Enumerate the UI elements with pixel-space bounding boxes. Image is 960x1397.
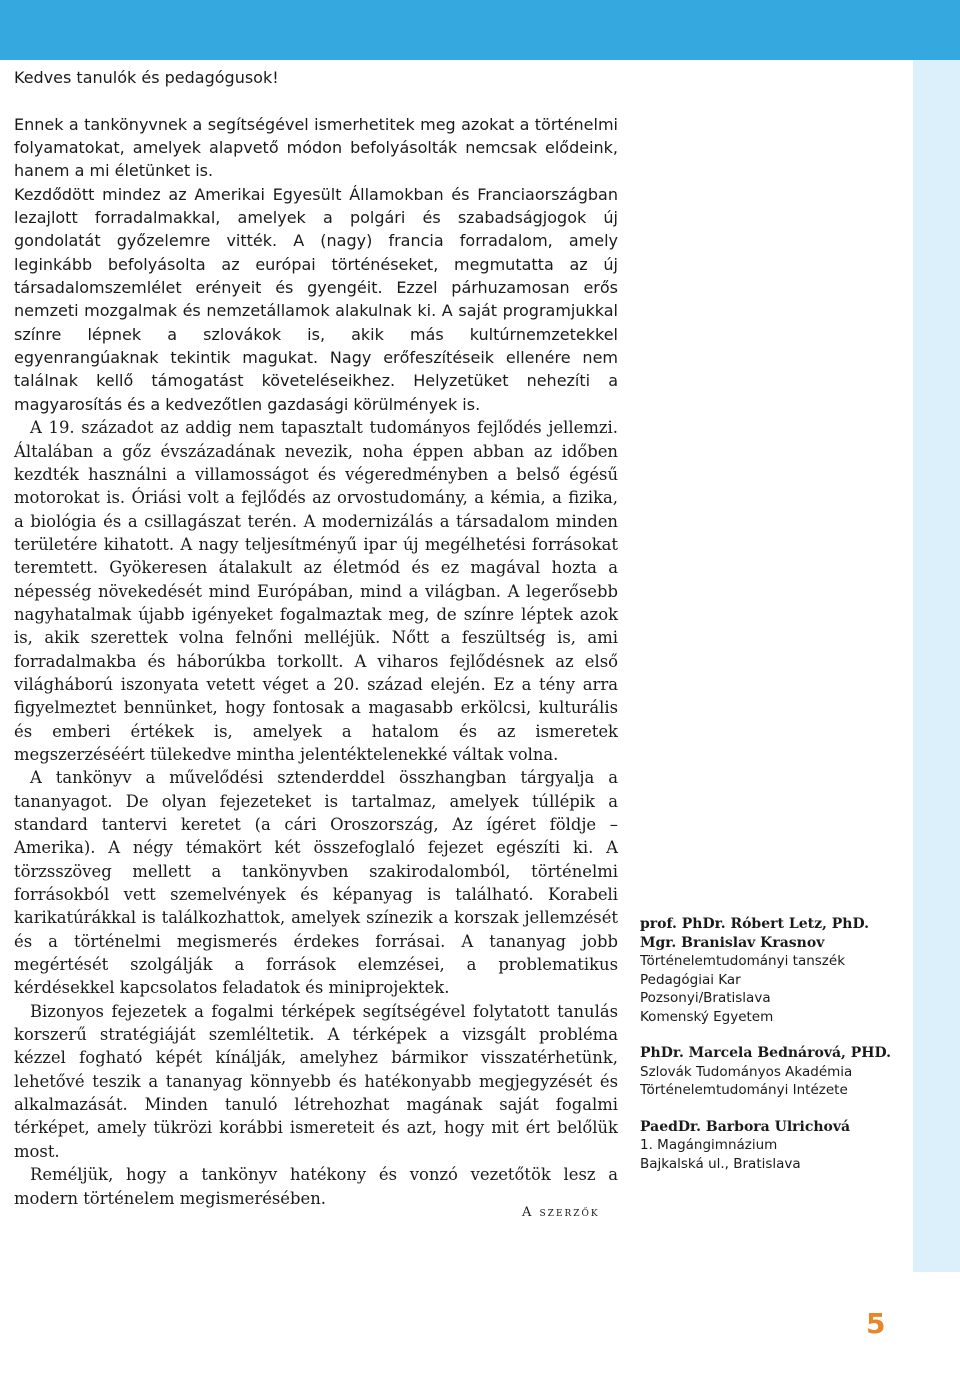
- author-name: PaedDr. Barbora Ulrichová: [640, 1118, 851, 1135]
- author-affiliation: Történelemtudományi Intézete: [640, 1082, 848, 1098]
- paragraph-3: A 19. századot az addig nem tapasztalt tudományos fejlődés jellemzi. Általában a gőz évszázadának nevezik, noha éppen abban az időben kezdték használni a villamosságot és végeredményben a belső égésű motorokat is. Óriási volt a fejlődés az orvostudomány, a kémia, a fizika, a biológia és a csillagászat terén. A modernizálás a társadalom minden területére kihatott. A nagy teljesítményű ipar új megélhetési forrásokat teremtett. Gyökeresen átalakult az életmód és ez magával hozta a népesség növekedését mind Európában, mind a világban. A legerősebb nagyhatalmak újabb igényeket fogalmaztak meg, de színre léptek azok is, akik szerettek volna felnőni melléjük. Nőtt a feszültség is, ami forradalmakba és háborúkba torkollt. A viharos fejlődésnek az első világháború iszonyata vetett véget a 20. század elején. Ez a tény arra figyelmeztet bennünket, hogy fontosak a magasabb erkölcsi, kulturális és emberi értékek is, amelyek a hatalom és az ismeretek megszerzéséért tülekedve mintha jelentéktelenekké váltak volna.: [14, 418, 618, 764]
- author-block-1: [640, 915, 910, 1026]
- author-block-3: [640, 1118, 910, 1174]
- author-affiliation: 1. Magángimnázium: [640, 1137, 778, 1153]
- authors-list: [640, 915, 910, 1191]
- greeting: Kedves tanulók és pedagógusok!: [14, 68, 279, 87]
- preface-body: [14, 66, 618, 1210]
- page-number: 5: [866, 1307, 886, 1340]
- signature: A szerzők: [522, 1205, 600, 1220]
- author-affiliation: Bajkalská ul., Bratislava: [640, 1155, 801, 1172]
- author-affiliation: Komenský Egyetem: [640, 1008, 774, 1025]
- author-affiliation: Pedagógiai Kar: [640, 971, 741, 988]
- header-band: [0, 0, 960, 60]
- paragraph-4: A tankönyv a művelődési sztenderddel összhangban tárgyalja a tananyagot. De olyan fejezeteket is tartalmaz, amelyek túllépik a standard tantervi keretet (a cári Oroszország, Az ígéret földje – Amerika). A négy témakört két összefoglaló fejezet egészíti ki. A törzsszöveg mellett a tankönyvben szakirodalomból, történelmi forrásokból vett szemelvények és képanyag is található. Korabeli karikatúrákkal is találkozhattok, amelyek színezik a korszak jellemzését és a történelmi megismerés érdekes forrásai. A tananyag jobb megértését szolgálják a források elemzései, a problematikus kérdésekkel kapcsolatos feladatok és miniprojektek.: [14, 768, 618, 998]
- author-affiliation: Pozsonyi/Bratislava: [640, 990, 771, 1006]
- author-block-2: [640, 1044, 910, 1100]
- author-name: Mgr. Branislav Krasnov: [640, 934, 825, 951]
- paragraph-6: Reméljük, hogy a tankönyv hatékony és vonzó vezetőtök lesz a modern történelem megismerésében.: [14, 1165, 618, 1208]
- author-affiliation: Történelemtudományi tanszék: [640, 953, 846, 969]
- paragraph-5: Bizonyos fejezetek a fogalmi térképek segítségével folytatott tanulás korszerű stratégiáját szemléltetik. A térképek a vizsgált probléma kézzel fogható képét kínálják, amelyhez bármikor visszatérhetünk, lehetővé teszik a tananyag könnyebb és hatékonyabb megjegyzését és alkalmazását. Minden tanuló létrehozhat magának saját fogalmi térképet, amely tükrözi korábbi ismereteit és azt, hogy mit ért belőlük most.: [14, 1001, 618, 1161]
- author-affiliation: Szlovák Tudományos Akadémia: [640, 1063, 853, 1080]
- paragraph-1: Ennek a tankönyvnek a segítségével ismerhetitek meg azokat a történelmi folyamatokat, amelyek alapvető módon befolyásolták nemcsak elődeink, hanem a mi életünket is.: [14, 114, 618, 181]
- side-band: [913, 60, 960, 1272]
- author-name: PhDr. Marcela Bednárová, PHD.: [640, 1045, 892, 1061]
- author-name: prof. PhDr. Róbert Letz, PhD.: [640, 916, 869, 932]
- paragraph-2: Kezdődött mindez az Amerikai Egyesült Államokban és Franciaországban lezajlott forradalmakkal, amelyek a polgári és szabadságjogok új gondolatát győzelemre vitték. A (nagy) francia forradalom, amely leginkább befolyásolta az európai történéseket, megmutatta az új társadalomszemlélet erényeit és gyengéit. Ezzel párhuzamosan erős nemzeti mozgalmak és nemzetállamok alakulnak ki. A saját programjukkal színre lépnek a szlovákok is, akik más kultúrnemzetekkel egyenrangúaknak tekintik magukat. Nagy erőfeszítéseik ellenére nem találnak kellő támogatást követeléseikhez. Helyzetüket nehezíti a magyarosítás és a kedvezőtlen gazdasági körülmények is.: [14, 184, 618, 414]
- paragraph-spacer: [14, 89, 618, 112]
